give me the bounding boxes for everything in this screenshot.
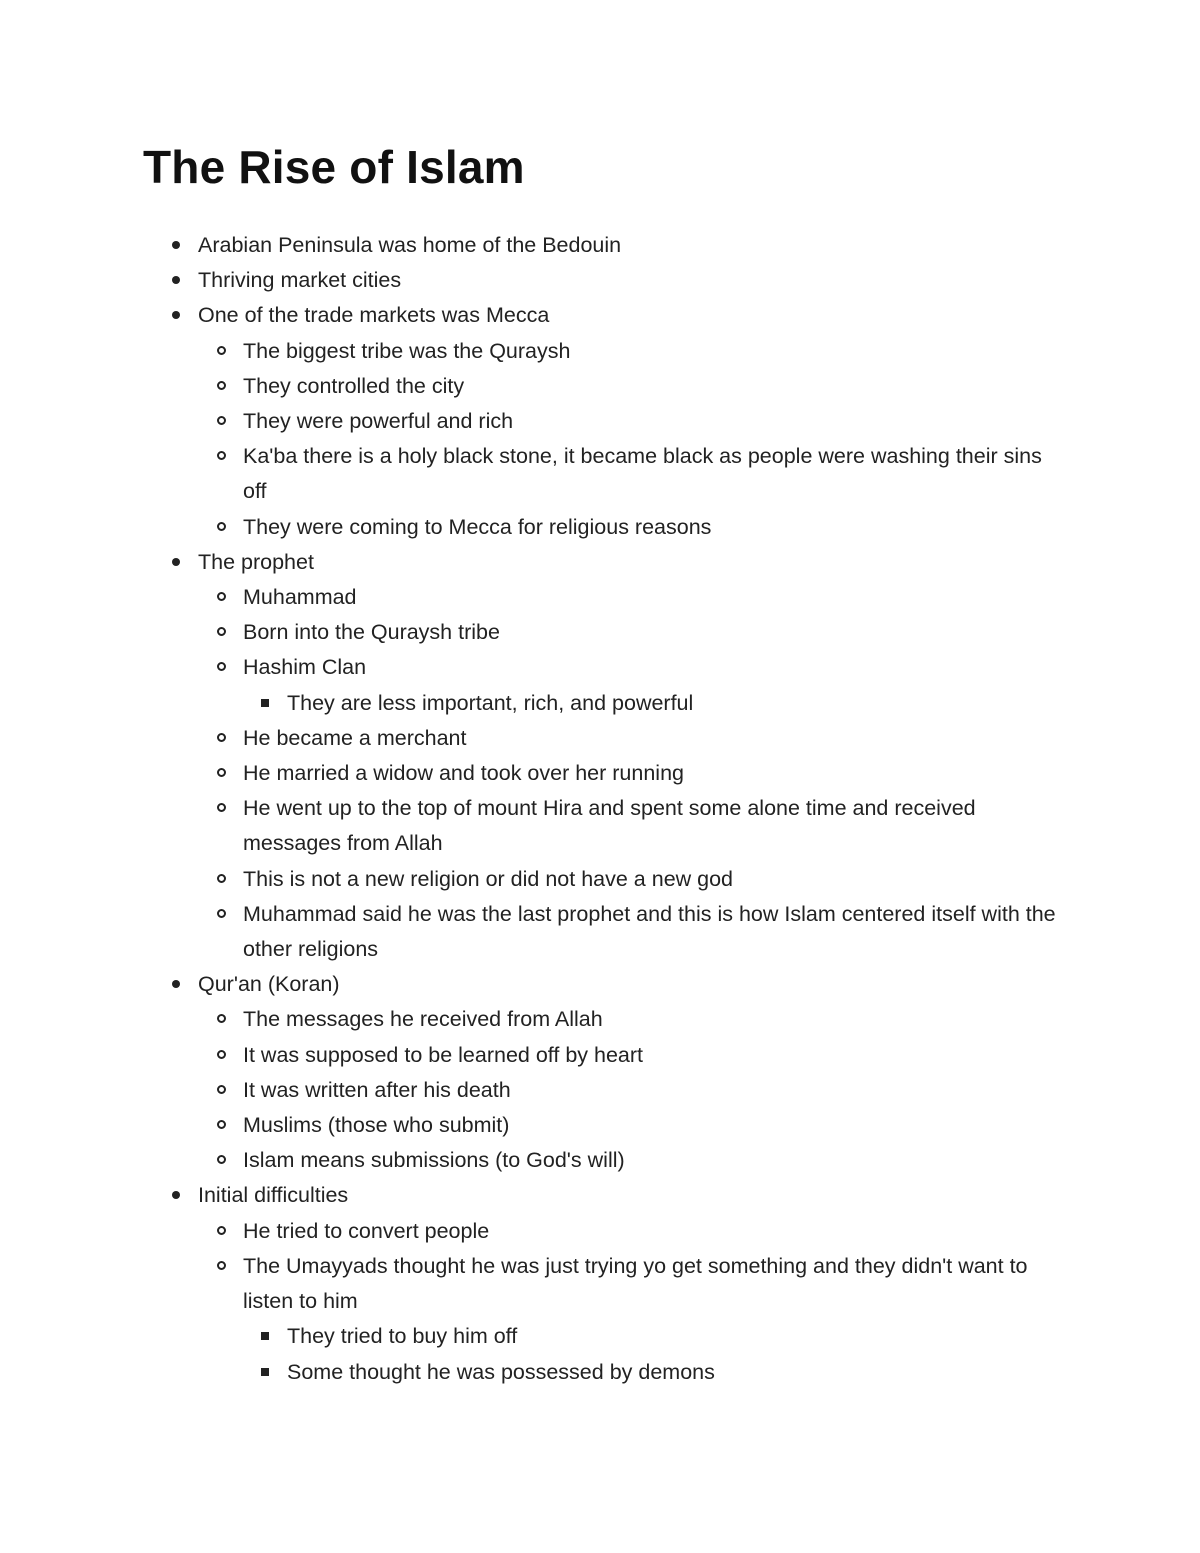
outline-item-level-2	[0, 897, 1058, 967]
bullet-disc-icon	[172, 980, 180, 988]
bullet-disc-icon	[172, 311, 180, 319]
bullet-circle-icon	[217, 874, 226, 883]
bullet-square-icon	[261, 1368, 269, 1376]
outline-item-level-2	[0, 1108, 1058, 1143]
outline-item-level-2	[0, 580, 1058, 615]
outline-item-level-2	[0, 1214, 1058, 1249]
bullet-disc-icon	[172, 1191, 180, 1199]
bullet-circle-icon	[217, 1050, 226, 1059]
outline-item-text: They are less important, rich, and powerful	[287, 690, 694, 715]
outline-item-level-2	[0, 756, 1058, 791]
outline-item-level-2	[0, 1143, 1058, 1178]
outline-list	[0, 228, 1200, 1390]
outline-item-level-3	[0, 1355, 1058, 1390]
bullet-circle-icon	[217, 346, 226, 355]
outline-item-level-2	[0, 1038, 1058, 1073]
outline-item-level-2	[0, 615, 1058, 650]
outline-item-level-2	[0, 369, 1058, 404]
outline-item-level-1	[0, 967, 1058, 1002]
bullet-circle-icon	[217, 416, 226, 425]
outline-item-text: Arabian Peninsula was home of the Bedouin	[198, 233, 622, 257]
outline-item-level-2	[0, 721, 1058, 756]
outline-item-level-2	[0, 791, 1058, 861]
outline-item-text: Islam means submissions (to God's will)	[243, 1148, 625, 1173]
outline-item-text: Born into the Quraysh tribe	[243, 620, 500, 645]
bullet-circle-icon	[217, 662, 226, 671]
outline-item-text: Hashim Clan	[243, 655, 367, 680]
outline-item-level-2	[0, 650, 1058, 685]
bullet-circle-icon	[217, 1261, 226, 1270]
outline-item-level-2	[0, 862, 1058, 897]
outline-item-text: The biggest tribe was the Quraysh	[243, 338, 571, 363]
outline-item-text: Thriving market cities	[198, 268, 402, 293]
outline-item-text: The prophet	[198, 549, 314, 574]
bullet-circle-icon	[217, 1155, 226, 1164]
outline-item-level-3	[0, 1319, 1058, 1354]
outline-item-text: Muhammad	[243, 585, 357, 610]
bullet-circle-icon	[217, 803, 226, 812]
bullet-circle-icon	[217, 1226, 226, 1235]
outline-item-level-1	[0, 228, 1058, 263]
bullet-square-icon	[261, 699, 269, 707]
outline-item-text: They were coming to Mecca for religious reasons	[243, 514, 712, 539]
outline-item-level-1	[0, 263, 1058, 298]
outline-item-level-3	[0, 686, 1058, 721]
outline-item-text: They were powerful and rich	[243, 409, 514, 434]
outline-item-text: Muhammad said he was the last prophet and this is how Islam centered itself with the other religions	[243, 901, 1056, 962]
outline-item-text: He tried to convert people	[243, 1218, 490, 1243]
bullet-disc-icon	[172, 558, 180, 566]
outline-item-text: He became a merchant	[243, 725, 467, 750]
outline-item-level-2	[0, 439, 1058, 509]
outline-item-text: One of the trade markets was Mecca	[198, 303, 550, 328]
bullet-disc-icon	[172, 241, 180, 249]
page-title: The Rise of Islam	[143, 141, 525, 193]
outline-item-level-2	[0, 404, 1058, 439]
outline-item-text: They controlled the city	[243, 373, 465, 398]
bullet-disc-icon	[172, 276, 180, 284]
outline-item-level-2	[0, 1002, 1058, 1037]
outline-item-text: It was supposed to be learned off by heart	[243, 1042, 644, 1067]
outline-item-level-2	[0, 1249, 1058, 1319]
outline-item-text: Muslims (those who submit)	[243, 1113, 510, 1138]
outline-item-text: This is not a new religion or did not have a new god	[243, 866, 734, 891]
bullet-circle-icon	[217, 451, 226, 460]
bullet-circle-icon	[217, 381, 226, 390]
outline-item-text: They tried to buy him off	[287, 1324, 518, 1349]
bullet-circle-icon	[217, 909, 226, 918]
outline-item-level-2	[0, 510, 1058, 545]
outline-item-text: Ka'ba there is a holy black stone, it became black as people were washing their sins off	[243, 444, 1042, 504]
bullet-circle-icon	[217, 522, 226, 531]
outline-item-text: Initial difficulties	[198, 1183, 349, 1208]
bullet-circle-icon	[217, 1085, 226, 1094]
outline-item-level-2	[0, 1073, 1058, 1108]
bullet-circle-icon	[217, 1120, 226, 1129]
outline-item-text: He married a widow and took over her running	[243, 761, 684, 786]
bullet-circle-icon	[217, 733, 226, 742]
bullet-circle-icon	[217, 627, 226, 636]
outline-item-text: Some thought he was possessed by demons	[287, 1359, 715, 1384]
outline-item-text: It was written after his death	[243, 1077, 511, 1102]
outline-item-text: He went up to the top of mount Hira and spent some alone time and received messages from Allah	[243, 796, 976, 856]
bullet-circle-icon	[217, 592, 226, 601]
outline-item-level-1	[0, 1178, 1058, 1213]
outline-item-text: The Umayyads thought he was just trying yo get something and they didn't want to listen to him	[243, 1253, 1028, 1314]
outline-item-level-2	[0, 334, 1058, 369]
bullet-square-icon	[261, 1332, 269, 1340]
bullet-circle-icon	[217, 768, 226, 777]
outline-item-text: The messages he received from Allah	[243, 1007, 603, 1032]
outline-item-level-1	[0, 298, 1058, 333]
bullet-circle-icon	[217, 1014, 226, 1023]
outline-item-level-1	[0, 545, 1058, 580]
outline-item-text: Qur'an (Koran)	[198, 972, 340, 997]
